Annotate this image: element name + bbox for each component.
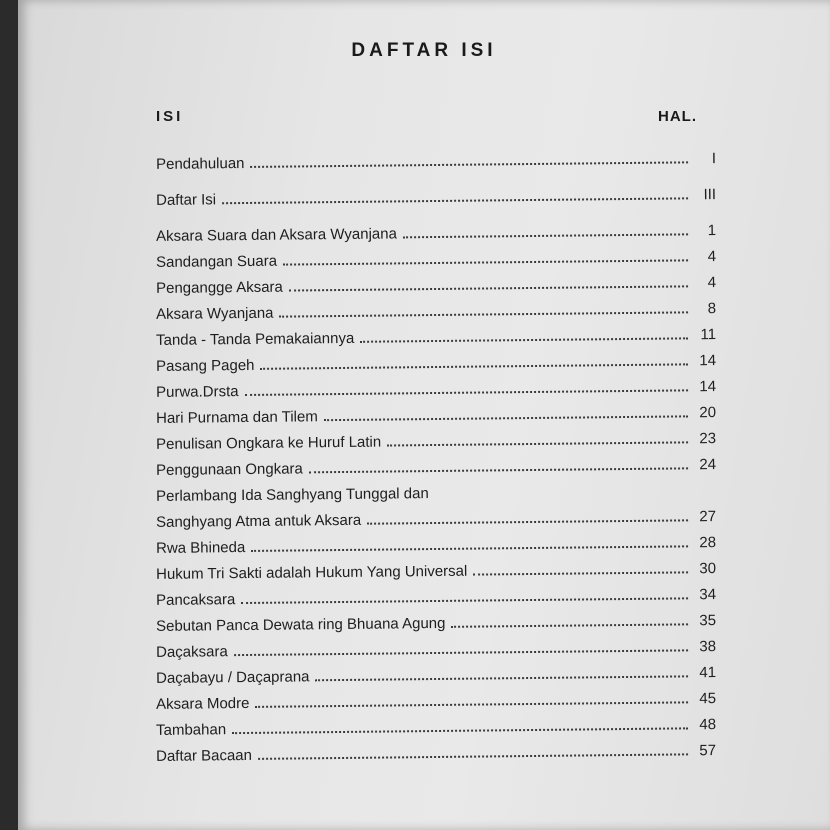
toc-entry-label: Pasang Pageh <box>155 356 255 375</box>
toc-entry-label: Aksara Wyanjana <box>155 304 274 323</box>
toc-entry-page: 45 <box>699 690 717 708</box>
leader-dots <box>367 519 688 524</box>
toc-entry-label: Sebutan Panca Dewata ring Bhuana Agung <box>155 614 446 635</box>
toc-entry-label: Daçaksara <box>155 643 228 661</box>
leader-dots <box>289 285 688 291</box>
toc-entry-page: 4 <box>707 248 717 266</box>
toc-entry-label: Pengangge Aksara <box>155 278 283 297</box>
toc-entry-label: Sanghyang Atma antuk Aksara <box>155 511 362 531</box>
toc-entry-page: 14 <box>699 378 717 396</box>
toc-entry-label: Sandangan Suara <box>155 252 278 271</box>
toc-entry-label: Purwa.Drsta <box>155 383 239 401</box>
toc-entry-page: 27 <box>699 508 717 526</box>
leader-dots <box>280 311 689 317</box>
toc-entry-label: Rwa Bhineda <box>155 538 246 557</box>
toc-entry-page: 28 <box>699 534 717 552</box>
toc-entry-page: 24 <box>699 456 717 474</box>
book-page <box>18 0 830 830</box>
leader-dots <box>251 545 688 552</box>
toc-entry-page: 11 <box>700 326 717 344</box>
toc-entry <box>156 733 716 765</box>
toc-entry <box>156 177 716 209</box>
leader-dots <box>324 415 688 421</box>
toc-entry-label: Daftar Isi <box>155 191 217 209</box>
toc-entry-page: 30 <box>699 560 717 578</box>
leader-dots <box>387 441 688 446</box>
toc-entry-page: 38 <box>699 638 717 656</box>
toc-entry-label: Aksara Modre <box>155 694 250 713</box>
toc-entry-label: Tanda - Tanda Pemakaiannya <box>155 329 355 349</box>
leader-dots <box>309 467 688 473</box>
toc-entry-page: 48 <box>699 716 717 734</box>
toc-entry-page: I <box>711 150 717 168</box>
toc-entry-page: 23 <box>699 430 717 448</box>
leader-dots <box>255 701 688 708</box>
leader-dots <box>403 233 688 238</box>
leader-dots <box>261 363 689 369</box>
toc-entry-page: 14 <box>699 352 717 370</box>
toc-entry-label: Pancaksara <box>155 591 236 609</box>
leader-dots <box>241 597 688 604</box>
toc-entry-label: Daçabayu / Daçaprana <box>155 668 310 687</box>
toc-entry-page: 8 <box>707 300 717 318</box>
toc-entry-page: 57 <box>699 742 717 760</box>
leader-dots <box>435 495 688 498</box>
toc-entry-page: 1 <box>707 222 717 240</box>
toc-entry-label: Daftar Bacaan <box>155 746 253 765</box>
toc-entry-page: III <box>703 186 717 204</box>
leader-dots <box>258 753 688 760</box>
leader-dots <box>473 571 688 575</box>
leader-dots <box>316 675 689 681</box>
leader-dots <box>251 161 689 168</box>
toc-entry-label: Penulisan Ongkara ke Huruf Latin <box>155 433 382 453</box>
toc-entry-label: Hari Purnama dan Tilem <box>155 408 318 427</box>
column-header-content: ISI <box>156 108 184 125</box>
toc-entry-label: Perlambang Ida Sanghyang Tunggal dan <box>155 485 429 505</box>
leader-dots <box>283 259 688 265</box>
column-header-page: HAL. <box>658 108 697 125</box>
toc-entry-page: 41 <box>699 664 717 682</box>
leader-dots <box>451 623 688 627</box>
toc-entry-label: Tambahan <box>155 721 227 739</box>
toc-entry-label: Penggunaan Ongkara <box>155 460 303 479</box>
toc-entry <box>156 141 716 173</box>
table-of-contents <box>155 144 717 765</box>
toc-entry-page: 35 <box>699 612 717 630</box>
toc-entry-page: 34 <box>699 586 717 604</box>
toc-entry-page: 4 <box>707 274 717 292</box>
toc-entry-page: 20 <box>699 404 717 422</box>
toc-entry-label: Pendahuluan <box>155 155 245 173</box>
leader-dots <box>222 197 688 204</box>
page-title: DAFTAR ISI <box>351 40 497 61</box>
toc-entry-label: Hukum Tri Sakti adalah Hukum Yang Universal <box>155 562 468 583</box>
toc-entry-label: Aksara Suara dan Aksara Wyanjana <box>155 225 397 245</box>
leader-dots <box>245 389 688 396</box>
leader-dots <box>360 337 688 342</box>
